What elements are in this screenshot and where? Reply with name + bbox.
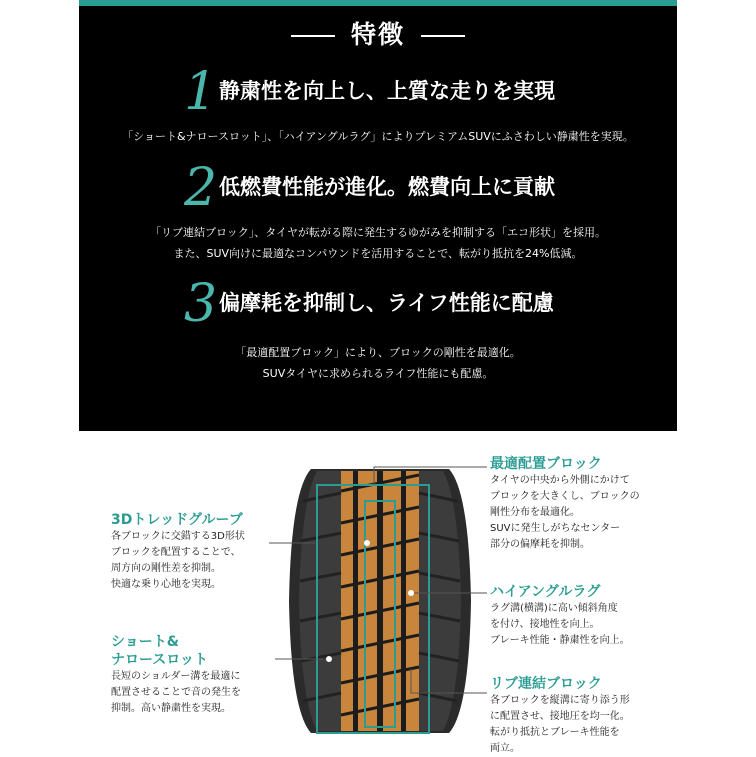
feature-2-number: 2 [184,158,218,218]
callout-rib-link-block-title: リブ連結ブロック [490,676,602,692]
callout-tread-groove-line-4: 快適な乗り心地を実現。 [111,579,221,590]
panel-header [79,20,677,50]
features-panel [79,6,677,431]
callout-high-angle-lug-title: ハイアングルラグ [490,584,601,600]
callout-tread-groove-title: 3Dトレッドグルーブ [111,512,243,528]
feature-1-head [79,62,677,122]
feature-3-description [79,342,677,384]
callout-tread-groove-line-3: 周方向の剛性差を抑制。 [111,563,221,574]
feature-1-heading: 静粛性を向上し、上質な走りを実現 [219,79,555,103]
feature-1-number: 1 [184,62,218,122]
callout-short-narrow-slot-line-3: 抑制。高い静粛性を実現。 [111,703,231,714]
title-dash-right [421,35,465,37]
leader-dot-tread-groove [364,540,370,546]
callout-optimal-block [490,455,640,553]
callout-optimal-block-line-1: タイヤの中央から外側にかけて [490,475,630,486]
page-title: 特徴 [350,20,405,49]
feature-3-line-2: SUVタイヤに求められるライフ性能にも配慮。 [262,367,494,380]
feature-1-description [79,126,677,147]
callout-rib-link-block [490,675,630,757]
callout-high-angle-lug-line-2: を付け、接地性を向上。 [490,619,600,630]
feature-3-number: 3 [184,274,218,334]
callout-tread-groove [111,511,245,593]
leader-dot-short-narrow-slot [326,656,332,662]
callout-tread-groove-line-1: 各ブロックに交錯する3D形状 [111,531,245,542]
callout-high-angle-lug-line-1: ラグ溝(横溝)に高い傾斜角度 [490,603,618,614]
callout-rib-link-block-line-2: に配置させ、接地圧を均一化。 [490,711,630,722]
feature-2-line-2: また、SUV向けに最適なコンパウンドを活用することで、転がり抵抗を24%低減。 [173,247,583,260]
feature-2-heading: 低燃費性能が進化。燃費向上に貢献 [219,175,555,199]
callout-short-narrow-slot-line-2: 配置させることで音の発生を [111,687,241,698]
feature-2-head [79,158,677,218]
callout-high-angle-lug-line-3: ブレーキ性能・静粛性を向上。 [490,635,630,646]
callout-short-narrow-slot-title-1: ショート& [111,634,179,650]
feature-3-line-1: 「最適配置ブロック」により、ブロックの剛性を最適化。 [235,346,521,359]
callout-optimal-block-line-5: 部分の偏摩耗を抑制。 [490,539,590,550]
callout-optimal-block-title: 最適配置ブロック [490,456,602,472]
callout-short-narrow-slot-title-2: ナロースロット [111,652,209,668]
callout-optimal-block-line-3: 剛性分布を最適化。 [490,507,580,518]
callout-rib-link-block-line-3: 転がり抵抗とブレーキ性能を [490,727,620,738]
feature-3-heading: 偏摩耗を抑制し、ライフ性能に配慮 [219,291,554,315]
callout-short-narrow-slot-line-1: 長短のショルダー溝を最適に [111,671,241,682]
leader-dot-high-angle-lug [408,590,414,596]
callout-tread-groove-line-2: ブロックを配置することで、 [111,547,241,558]
feature-1-line-1: 「ショート&ナロースロット」、「ハイアングルラグ」によりプレミアムSUVにふさわしい静粛性を実現。 [122,130,634,143]
feature-3-head [79,274,677,334]
callout-rib-link-block-line-1: 各ブロックを縦溝に寄り添う形 [490,695,630,706]
callout-short-narrow-slot [111,633,241,717]
feature-2-description [79,222,677,264]
feature-2-line-1: 「リブ連結ブロック」、タイヤが転がる際に発生するゆがみを抑制する「エコ形状」を採用。 [149,226,607,239]
groove-2 [377,471,383,731]
callout-high-angle-lug [490,583,630,649]
groove-1 [353,471,358,731]
callout-rib-link-block-line-4: 両立。 [490,743,520,754]
callout-optimal-block-line-2: ブロックを大きくし、ブロックの [490,491,640,502]
tread-diagram [79,431,677,756]
callout-optimal-block-line-4: SUVに発生しがちなセンター [490,523,621,534]
